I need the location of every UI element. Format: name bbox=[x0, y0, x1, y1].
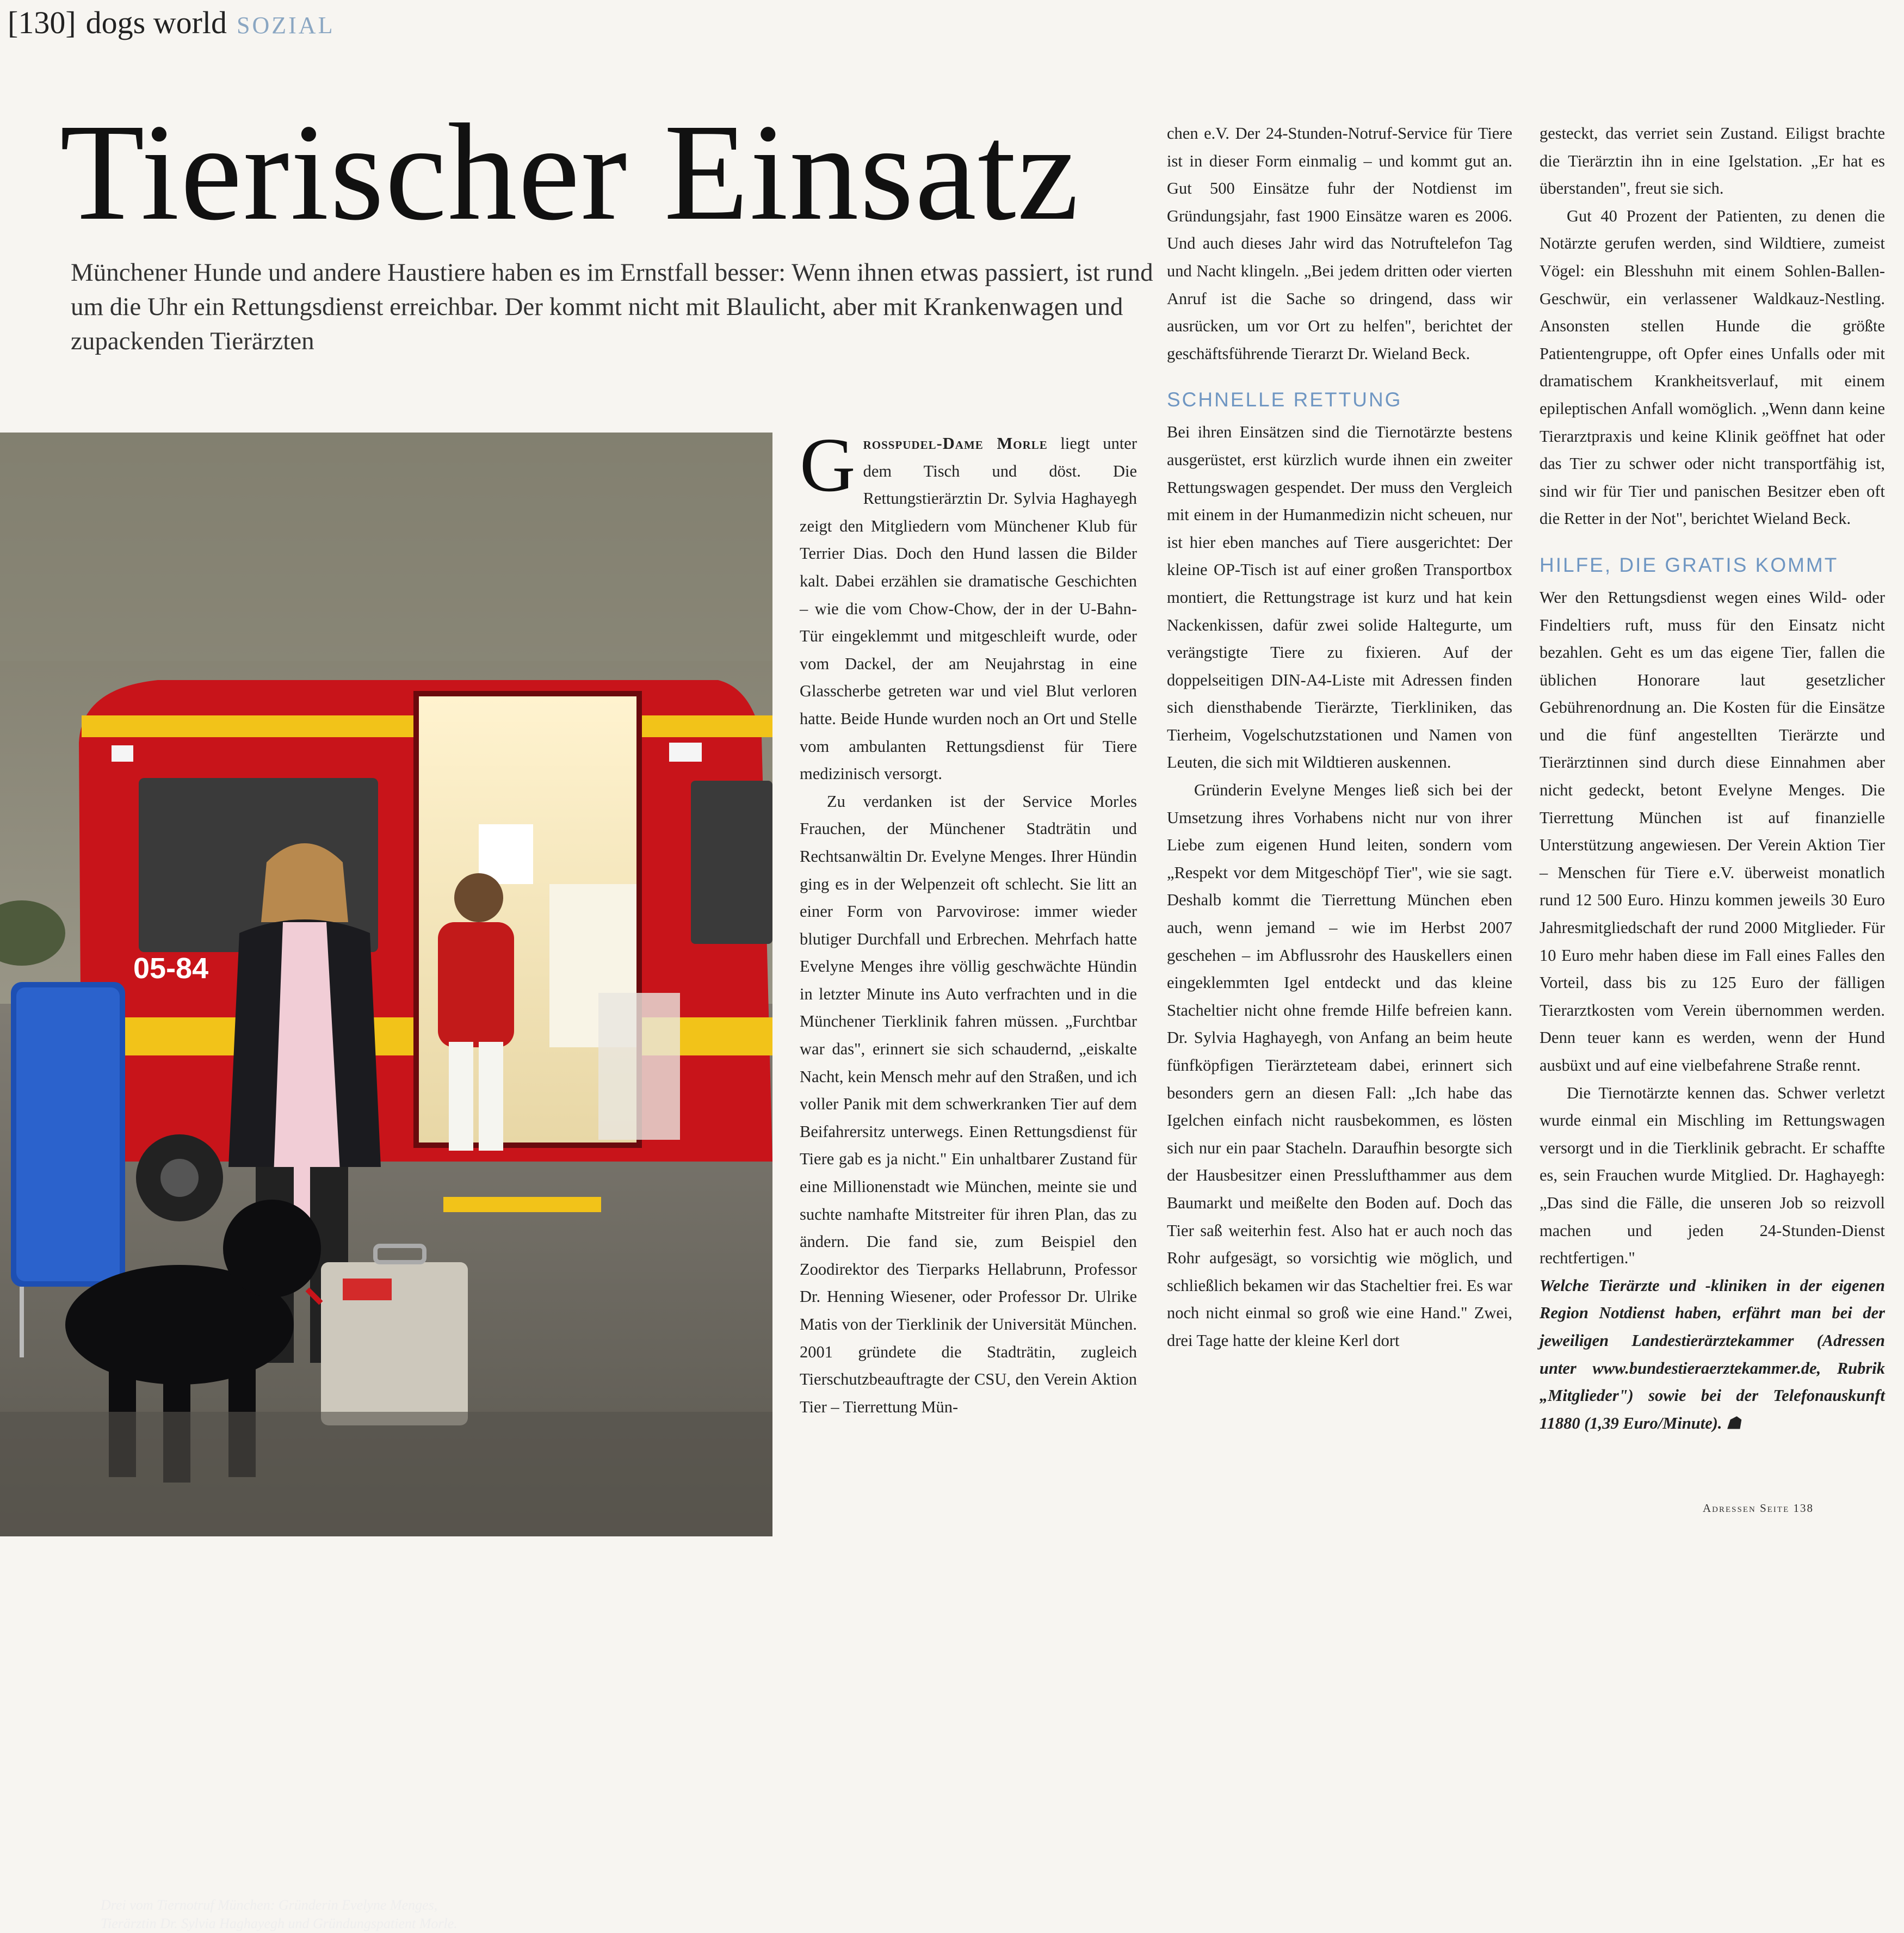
section-label: SOZIAL bbox=[237, 12, 335, 39]
col1-p1-text: liegt unter dem Tisch und döst. Die Rettungstierärztin Dr. Sylvia Haghayegh zeigt den Mitgliedern vom Münchener Klub für Terrier Dias. Doch den Hund lassen die Bilder kalt. Dabei erzählen sie dramatische Geschichten – wie die vom Chow-Chow, der in der U-Bahn-Tür eingeklemmt und mitgeschleift wurde, oder vom Dackel, der am Neujahrstag in eine Glasscherbe getreten war und viel Blut verloren hatte. Beide Hunde wurden noch an Ort und Stelle vom ambulanten Rettungsdienst für Tiere medizinisch versorgt. bbox=[800, 434, 1137, 783]
col1-paragraph-1 bbox=[800, 422, 1137, 788]
article-title: Tierischer Einsatz bbox=[60, 96, 1080, 249]
magazine-name: dogs world bbox=[85, 5, 227, 40]
subhead-hilfe-gratis: HILFE, DIE GRATIS KOMMT bbox=[1540, 553, 1839, 576]
article-column-3 bbox=[1540, 120, 1885, 1437]
lede-words: rosspudel-Dame Morle bbox=[863, 434, 1048, 453]
photo-caption: Drei vom Tiernotruf München: Gründerin Evelyne Menges, Tierärztin Dr. Sylvia Haghayegh und Gründungspatient Morle. bbox=[101, 1897, 458, 1931]
subhead-schnelle-rettung: SCHNELLE RETTUNG bbox=[1167, 388, 1402, 411]
info-note-text: Welche Tierärzte und -kliniken in der eigenen Region Notdienst haben, erfährt man bei der jeweiligen Landestierärztekammer (Adressen unter www.bundestieraerztekammer.de, Rubrik „Mitglieder") sowie bei der Telefonauskunft 11880 (1,39 Euro/Minute). bbox=[1540, 1276, 1885, 1432]
article-photo bbox=[0, 433, 772, 1931]
suitcase bbox=[321, 1246, 468, 1425]
col2-paragraph-1: chen e.V. Der 24-Stunden-Notruf-Service für Tiere ist in dieser Form einmalig – und kommt gut an. Gut 500 Einsätze fuhr der Notdienst im Gründungsjahr, fast 1900 Einsätze waren es 2006. Und auch dieses Jahr wird das Notruftelefon Tag und Nacht klingeln. „Bei jedem dritten oder vierten Anruf ist die Sache so dringend, dass wir ausrücken, um vor Ort zu helfen", berichtet der geschäftsführende Tierarzt Dr. Wieland Beck. bbox=[1167, 124, 1512, 363]
van-number: 05-84 bbox=[133, 952, 209, 985]
col1-paragraph-2: Zu verdanken ist der Service Morles Frauchen, der Münchener Stadträtin und Rechtsanwältin Dr. Evelyne Menges. Ihrer Hündin ging es in der Welpenzeit oft schlecht. Sie litt an einer Form von Parvovirose: immer wieder blutiger Durchfall und Erbrechen. Mehrfach hatte Evelyne Menges ihre völlig geschwächte Hündin in letzter Minute ins Auto verfrachten und in die Münchener Tierklinik fahren müssen. „Furchtbar war das", erinnert sie sich schaudernd, „eiskalte Nacht, kein Mensch mehr auf den Straßen, und ich voller Panik mit dem schwerkranken Tier auf dem Beifahrersitz unterwegs. Einen Rettungsdienst für Tiere gab es ja nicht." Ein unhaltbarer Zustand für eine Millionenstadt wie München, meinte sie und suchte namhafte Mitstreiter für ihren Plan, das zu ändern. Die fand sie, zum Beispiel den Zoodirektor des Tierparks Hellabrunn, Professor Dr. Henning Wiesener, oder Professor Dr. Ulrike Matis von der Tierklinik der Universität München. 2001 gründete die Stadträtin, zugleich Tierschutzbeauftragte der CSU, den Verein Aktion Tier – Tierrettung Mün- bbox=[800, 792, 1137, 1416]
article-lead: Münchener Hunde und andere Haustiere haben es im Ernstfall besser: Wenn ihnen etwas passiert, ist rund um die Uhr ein Rettungsdienst erreichbar. Der kommt nicht mit Blaulicht, aber mit Krankenwagen und zupackenden Tierärzten bbox=[71, 258, 1153, 355]
page-header bbox=[8, 4, 335, 41]
col3-paragraph-1: gesteckt, das verriet sein Zustand. Eiligst brachte die Tierärztin ihn in eine Igelstation. „Er hat es überstanden", freut sie sich. bbox=[1540, 124, 1885, 198]
photo-illustration bbox=[0, 433, 772, 1536]
col3-paragraph-2: Gut 40 Prozent der Patienten, zu denen die Notärzte gerufen werden, sind Wildtiere, zumeist Vögel: ein Blesshuhn mit einem Sohlen-Ballen-Geschwür, ein verlassener Waldkauz-Nestling. Ansonsten stellen Hunde die größte Patientengruppe, oft Opfer eines Unfalls oder mit dramatischem Krankheitsverlauf, mit einem epileptischen Anfall womöglich. „Wenn dann keine Tierarztpraxis und keine Klinik geöffnet hat oder das Tier zu schwer oder nicht transportfähig ist, sind wir für Tier und panischen Besitzer eben oft die Retter in der Not", berichtet Wieland Beck. bbox=[1540, 206, 1885, 528]
col2-paragraph-3: Gründerin Evelyne Menges ließ sich bei der Umsetzung ihres Vorhabens nicht nur von ihrer Liebe zum eigenen Hund leiten, sondern vom „Respekt vor dem Mitgeschöpf Tier", wie sie sagt. Deshalb kommt die Tierrettung München eben auch, wenn jemand – wie im Herbst 2007 geschehen – im Abflussrohr des Hauskellers einen eingeklemmten Igel entdeckt und das kleine Stacheltier nicht ohne fremde Hilfe befreien kann. Dr. Sylvia Haghayegh, von Anfang an beim heute fünfköpfigen Tierärzteteam dabei, erinnert sich besonders gern an diesen Fall: „Ich habe das Igelchen einfach nicht rausbekommen, es lösten sich nur ein paar Stacheln. Daraufhin besorgte sich der Hausbesitzer einen Presslufthammer aus dem Baumarkt und meißelte den Boden auf. Doch das Tier saß weiterhin fest. Also hat er auch noch das Rohr aufgesägt, so vorsichtig wie möglich, und schließlich bekamen wir das Stacheltier frei. Es war noch nicht einmal so groß wie eine Hand." Zwei, drei Tage hatte der kleine Kerl dort bbox=[1167, 781, 1512, 1350]
page-footer-reference[interactable]: Adressen Seite 138 bbox=[1703, 1502, 1814, 1515]
article-column-1 bbox=[800, 422, 1137, 1421]
info-note bbox=[1540, 1272, 1885, 1437]
page-number: [130] bbox=[8, 5, 76, 40]
article-column-2 bbox=[1167, 120, 1512, 1355]
ambulance-van bbox=[79, 680, 772, 1221]
col2-paragraph-2: Bei ihren Einsätzen sind die Tiernotärzte bestens ausgerüstet, erst kürzlich wurde ihnen ein zweiter Rettungswagen gespendet. Der muss den Vergleich mit einem in der Humanmedizin nicht scheuen, nur ist hier eben manches auf Tiere ausgerichtet: Der kleine OP-Tisch ist auf einer großen Transportbox montiert, die Rettungstrage ist kurz und hat kein Nackenkissen, dafür zwei solide Haltegurte, um verängstigte Tiere zu fixieren. Auf der doppelseitigen DIN-A4-Liste mit Adressen finden sich diensthabende Tierärzte, Tierkliniken, das Tierheim, Vogelschutzstationen und Namen von Leuten, die sich mit Wildtieren auskennen. bbox=[1167, 423, 1512, 772]
col3-paragraph-3: Wer den Rettungsdienst wegen eines Wild- oder Findeltiers ruft, muss für den Einsatz nicht bezahlen. Geht es um das eigene Tier, fallen die üblichen Honorare laut gesetzlicher Gebührenordnung an. Die Kosten für die Einsätze und die fünf angestellten Tierärzte und Tierärztinnen sind durch diese Einnahmen aber nicht gedeckt, betont Evelyne Menges. Die Tierrettung München ist auf finanzielle Unterstützung angewiesen. Der Verein Aktion Tier – Menschen für Tiere e.V. überweist monatlich rund 12 500 Euro. Hinzu kommen jeweils 30 Euro Jahresmitgliedschaft der rund 2000 Mitglieder. Für 10 Euro mehr haben diese im Fall eines Falles den Vorteil, dass bis zu 125 Euro der fälligen Tierarztkosten vom Verein übernommen werden. Denn teuer kann es werden, wenn der Hund ausbüxt und auf eine vielbefahrene Straße rennt. bbox=[1540, 588, 1885, 1074]
col3-paragraph-4: Die Tiernotärzte kennen das. Schwer verletzt wurde einmal ein Mischling im Rettungswagen versorgt und in die Tierklinik gebracht. Er schaffte es, sein Frauchen wurde Mitglied. Dr. Haghayegh: „Das sind die Fälle, die unseren Job so reizvoll machen und jeden 24-Stunden-Dienst rechtfertigen." bbox=[1540, 1083, 1885, 1268]
drop-cap: G bbox=[800, 422, 856, 508]
end-mark-icon: ☗ bbox=[1726, 1413, 1741, 1432]
stretcher-in-van bbox=[598, 993, 680, 1140]
